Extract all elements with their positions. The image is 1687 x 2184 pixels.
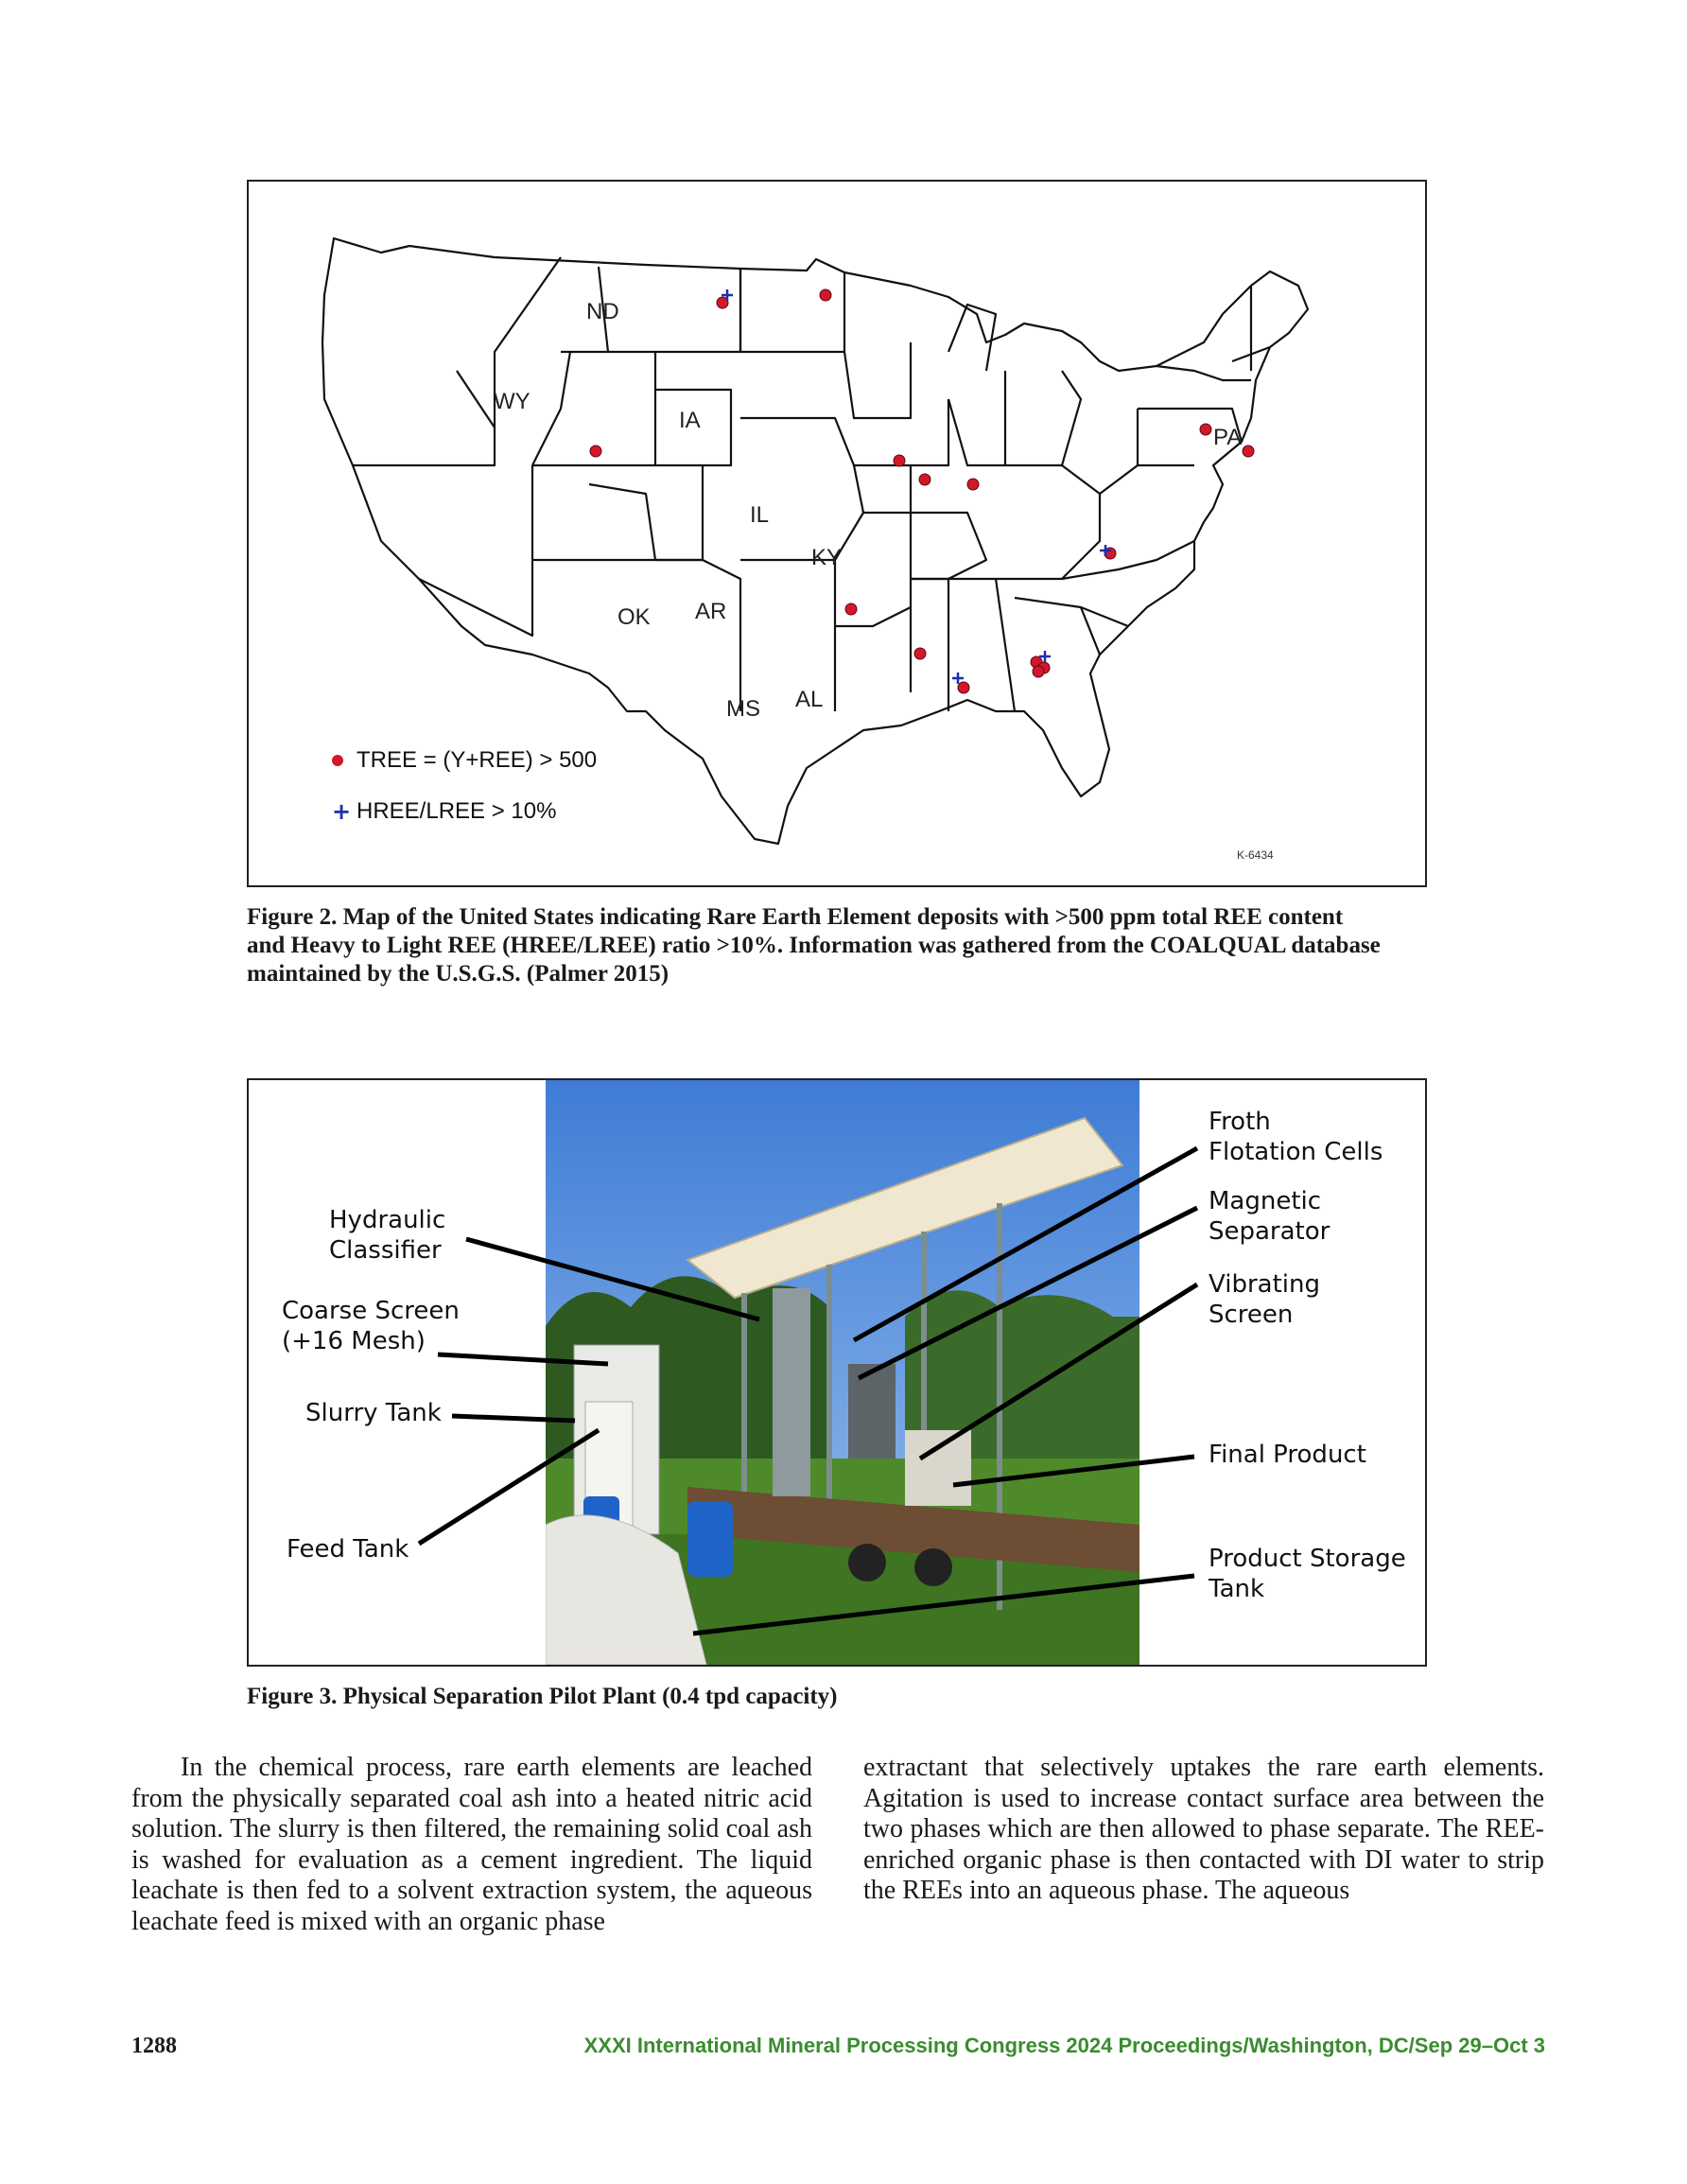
figure-3-pilot-plant: [247, 1078, 1427, 1667]
figure-2-caption: Figure 2. Map of the United States indicating Rare Earth Element deposits with >500 ppm total REE content and Heavy to Light REE (HREE/LREE) ratio >10%. Information was gathered from the COALQUAL database maintained by the U.S.G.S. (Palmer 2015): [247, 904, 1381, 987]
callout-magnetic-separator: Magnetic Separator: [1209, 1187, 1330, 1246]
tree-deposit-marker: [590, 446, 601, 457]
tree-deposit-marker: [914, 648, 926, 659]
callout-slurry-tank: Slurry Tank: [305, 1399, 442, 1427]
body-left-column: In the chemical process, rare earth elements are leached from the physically separated coal ash into a heated nitric acid solution. The slurry is then filtered, the remaining solid coal ash is washed for evaluation as a cement ingredient. The liquid leachate is then fed to a solvent extraction system, the aqueous leachate feed is mixed with an organic phase: [131, 1753, 812, 1936]
legend-label-tree: TREE = (Y+REE) > 500: [357, 747, 598, 773]
state-label-al: AL: [795, 687, 824, 712]
callout-froth-flotation: Froth Flotation Cells: [1209, 1108, 1383, 1166]
callout-feed-tank: Feed Tank: [287, 1535, 409, 1564]
arrow-coarse-screen: [438, 1354, 608, 1364]
blue-plus-icon: +: [332, 798, 352, 825]
state-label-nd: ND: [586, 299, 619, 324]
tree-deposit-marker: [1033, 666, 1044, 677]
arrow-hydraulic-classifier: [466, 1239, 759, 1319]
state-label-pa: PA: [1213, 425, 1243, 450]
page-number: 1288: [131, 2034, 177, 2058]
arrow-froth-flotation: [854, 1148, 1197, 1340]
red-dot-icon: [332, 755, 343, 766]
callout-hydraulic-classifier: Hydraulic Classifier: [329, 1206, 446, 1265]
legend-label-hree: HREE/LREE > 10%: [357, 798, 557, 824]
figure-2-map: [247, 180, 1427, 887]
arrow-feed-tank: [419, 1430, 599, 1544]
tree-deposit-marker: [894, 455, 905, 466]
figure-3-caption: Figure 3. Physical Separation Pilot Plant (0.4 tpd capacity): [247, 1684, 838, 1709]
arrow-final-product: [953, 1457, 1194, 1485]
arrow-magnetic-separator: [859, 1208, 1197, 1378]
tree-deposit-marker: [967, 479, 979, 490]
state-label-ia: IA: [679, 408, 701, 433]
callout-vibrating-screen: Vibrating Screen: [1209, 1270, 1320, 1329]
tree-deposit-marker: [845, 603, 857, 615]
arrow-slurry-tank: [452, 1416, 575, 1421]
tree-deposit-marker: [1200, 424, 1211, 435]
state-label-wy: WY: [494, 389, 530, 414]
tree-deposit-marker: [958, 682, 969, 693]
tree-deposit-marker: [919, 474, 930, 485]
state-label-ar: AR: [695, 599, 727, 624]
tree-deposit-marker: [1243, 446, 1254, 457]
body-right-column: extractant that selectively uptakes the rare earth elements. Agitation is used to increase contact surface area between the two phases which are then allowed to phase separate. The REE-enriched organic phase is then contacted with DI water to strip the REEs into an aqueous phase. The aqueous: [863, 1753, 1544, 1905]
running-footer: XXXI International Mineral Processing Congress 2024 Proceedings/Washington, DC/Sep 29–Oct 3: [583, 2034, 1545, 2057]
legend-item-hree: [332, 795, 597, 828]
state-label-ok: OK: [617, 604, 651, 630]
callout-coarse-screen: Coarse Screen (+16 Mesh): [282, 1297, 460, 1355]
legend-item-tree: [332, 744, 597, 777]
map-identifier: K-6434: [1237, 848, 1274, 862]
state-label-il: IL: [750, 502, 770, 528]
arrow-vibrating-screen: [920, 1284, 1197, 1459]
arrow-product-storage: [693, 1576, 1194, 1634]
state-label-ms: MS: [726, 696, 760, 722]
tree-deposit-marker: [820, 289, 831, 301]
state-label-ky: KY: [811, 545, 843, 570]
callout-final-product: Final Product: [1209, 1441, 1366, 1469]
callout-product-storage: Product Storage Tank: [1209, 1545, 1406, 1603]
map-legend: [332, 744, 597, 828]
